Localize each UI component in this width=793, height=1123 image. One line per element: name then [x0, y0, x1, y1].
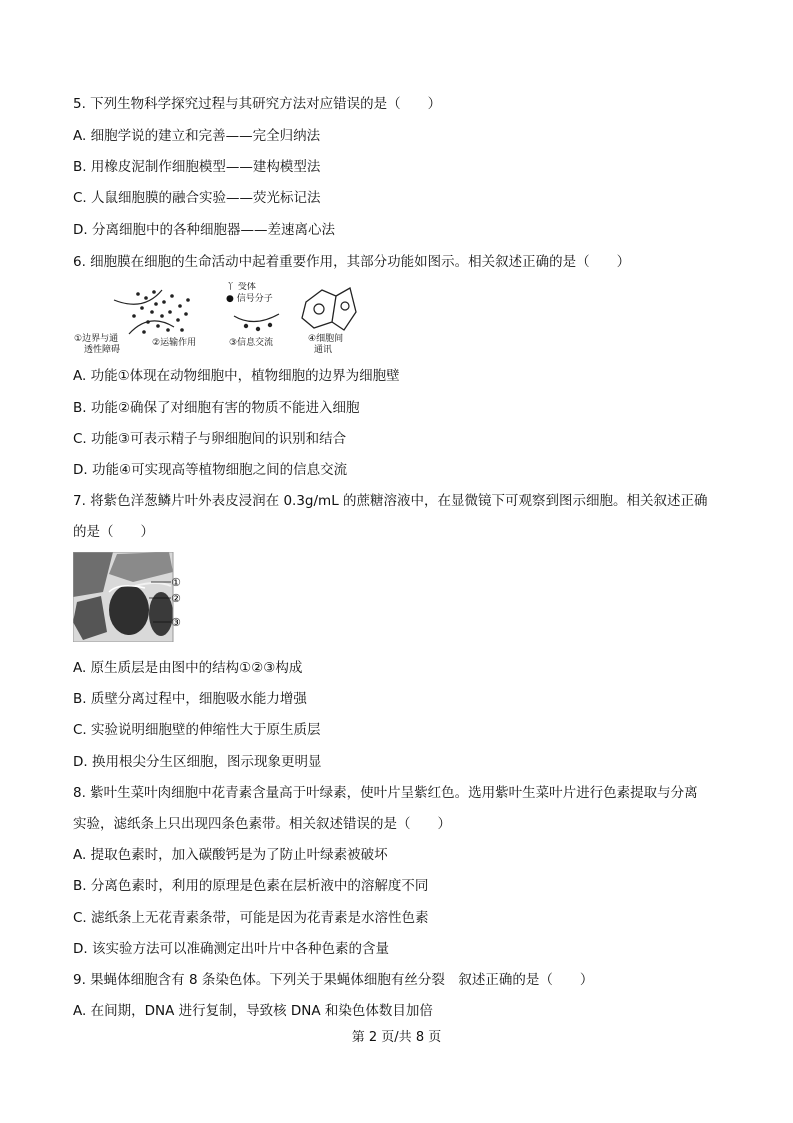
- q8-option-b: B. 分离色素时，利用的原理是色素在层析液中的溶解度不同: [73, 878, 429, 894]
- q7-option-c: C. 实验说明细胞壁的伸缩性大于原生质层: [73, 722, 321, 738]
- q6-caption-1a: ①边界与通: [74, 334, 119, 344]
- q8-option-d: D. 该实验方法可以准确测定出叶片中各种色素的含量: [73, 941, 389, 957]
- q6-option-d: D. 功能④可实现高等植物细胞之间的信息交流: [73, 462, 348, 478]
- q6-caption-1b: 透性障碍: [84, 345, 121, 355]
- q6-option-c: C. 功能③可表示精子与卵细胞间的识别和结合: [73, 431, 347, 447]
- q7-option-a: A. 原生质层是由图中的结构①②③构成: [73, 660, 303, 676]
- q7-marker-3: ③: [171, 616, 181, 629]
- q7-option-b: B. 质壁分离过程中，细胞吸水能力增强: [73, 691, 307, 707]
- page-footer: 第 2 页/共 8 页: [351, 1030, 442, 1045]
- q8-stem-line2: 实验，滤纸条上只出现四条色素带。相关叙述错误的是（ ）: [73, 816, 451, 832]
- q9-option-a: A. 在间期，DNA 进行复制，导致核 DNA 和染色体数目加倍: [73, 1003, 433, 1019]
- q6-legend-receptor: 丫 受体: [226, 282, 256, 292]
- q6-caption-4a: ④细胞间: [308, 334, 344, 344]
- q7-stem-line1: 7. 将紫色洋葱鳞片叶外表皮浸润在 0.3g/mL 的蔗糖溶液中，在显微镜下可观察到图示细胞。相关叙述正确: [73, 493, 708, 509]
- q5-option-b: B. 用橡皮泥制作细胞模型——建构模型法: [73, 159, 321, 175]
- q5-stem: 5. 下列生物科学探究过程与其研究方法对应错误的是（ ）: [73, 96, 442, 112]
- q6-caption-4b: 通讯: [314, 345, 333, 355]
- q7-option-d: D. 换用根尖分生区细胞，图示现象更明显: [73, 754, 322, 770]
- q6-legend-signal: ● 信号分子: [226, 294, 273, 304]
- q6-stem: 6. 细胞膜在细胞的生命活动中起着重要作用，其部分功能如图示。相关叙述正确的是（ ）: [73, 254, 631, 270]
- q6-membrane-function-figure: [74, 282, 364, 358]
- q6-caption-3: ③信息交流: [229, 338, 274, 348]
- q7-stem-line2: 的是（ ）: [73, 524, 154, 540]
- q6-panel-boundary: [114, 290, 190, 334]
- q8-option-c: C. 滤纸条上无花青素条带，可能是因为花青素是水溶性色素: [73, 910, 429, 926]
- q6-option-a: A. 功能①体现在动物细胞中，植物细胞的边界为细胞壁: [73, 368, 400, 384]
- q6-panel-signal: [226, 282, 279, 331]
- q7-marker-2: ②: [171, 592, 181, 605]
- q6-option-b: B. 功能②确保了对细胞有害的物质不能进入细胞: [73, 400, 360, 416]
- q5-option-a: A. 细胞学说的建立和完善——完全归纳法: [73, 128, 321, 144]
- q8-option-a: A. 提取色素时，加入碳酸钙是为了防止叶绿素被破坏: [73, 847, 388, 863]
- q5-option-c: C. 人鼠细胞膜的融合实验——荧光标记法: [73, 190, 321, 206]
- q6-panel-cells: [302, 288, 356, 330]
- q7-micrograph-figure: [73, 552, 191, 642]
- q5-option-d: D. 分离细胞中的各种细胞器——差速离心法: [73, 222, 335, 238]
- q8-stem-line1: 8. 紫叶生菜叶肉细胞中花青素含量高于叶绿素，使叶片呈紫红色。选用紫叶生菜叶片进行色素提取与分离: [73, 785, 698, 801]
- q7-marker-1: ①: [171, 576, 181, 589]
- q9-stem: 9. 果蝇体细胞含有 8 条染色体。下列关于果蝇体细胞有丝分裂 叙述正确的是（ ）: [73, 972, 594, 988]
- q6-caption-2: ②运输作用: [152, 338, 197, 348]
